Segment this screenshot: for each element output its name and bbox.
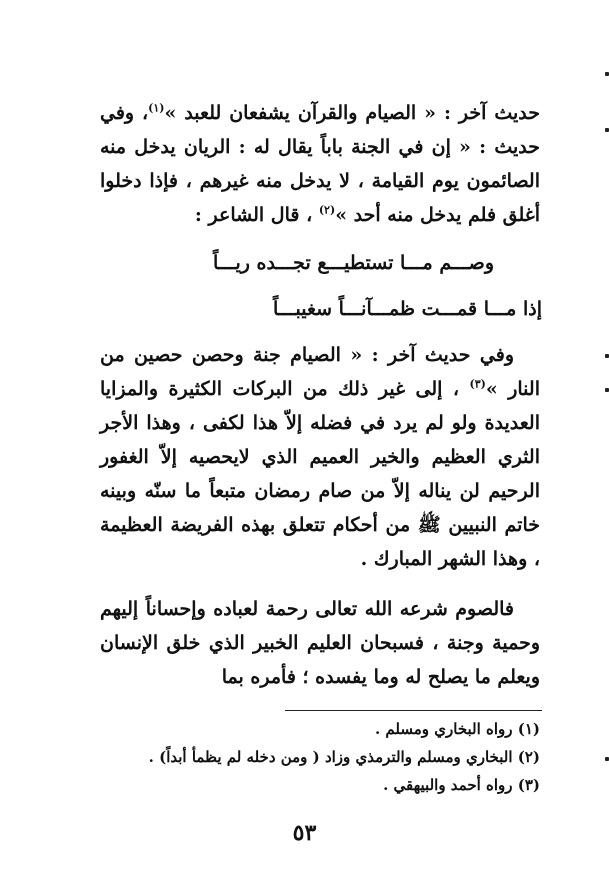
paragraph-3-text: فالصوم شرعه الله تعالى رحمة لعباده وإحساناً إليهم وحمية وجنة ، فسبحان العليم الخبير الذي خلق الإنسان ويعلم ما يصلح له وما يفسده ؛ فأمره بما (100, 598, 540, 688)
verse-line-2: إذا مـــا قمـــت ظمـــآنـــاً سغيبـــاً (273, 298, 542, 320)
edge-mark (605, 757, 609, 761)
footnote-divider (285, 710, 542, 711)
edge-mark (605, 388, 609, 392)
paragraph-1-text-b: ، وفي حديث : « إن في الجنة باباً يقال له : الريان يدخل منه الصائمون يوم القيامة ، لا يدخل منه غيرهم ، فإذا دخلوا أغلق فلم يدخل منه أحد » (100, 102, 540, 226)
paragraph-2-text-a: وفي حديث آخر : « الصيام جنة وحصن حصين من النار » (100, 344, 540, 400)
footnote-ref-1: (١) (148, 101, 165, 115)
footnote-2: (٢) البخاري ومسلم والترمذي وزاد ( ومن دخله لم يظمأ أبداً) . (148, 748, 540, 766)
page-number: ٥٣ (292, 820, 317, 846)
edge-mark (605, 128, 609, 132)
footnote-ref-3: (٣) (469, 377, 486, 391)
footnote-3: (٣) رواه أحمد والبيهقي . (383, 776, 540, 794)
footnotes (148, 715, 540, 799)
edge-mark (605, 354, 609, 358)
edge-mark (605, 72, 609, 76)
paragraph-1-text-a: حديث آخر : « الصيام والقرآن يشفعان للعبد » (164, 102, 540, 124)
verse-line-1: وصـــم مـــا تستطيـــع تجـــده ريـــاً (212, 252, 494, 274)
paragraph-1-text-c: ، قال الشاعر : (194, 204, 313, 226)
paragraph-2 (100, 338, 540, 576)
paragraph-2-text-b: ، إلى غير ذلك من البركات الكثيرة والمزايا العديدة ولو لم يرد في فضله إلاّ هذا لكفى ، وهذا الأجر الثري العظيم والخير العميم الذي لايحصيه إلاّ الغفور الرحيم لن يناله إلاّ من صام رمضان متبعاً ما سنّه وبينه خاتم النبيين ﷺ من أحكام تتعلق بهذه الفريضة العظيمة ، وهذا الشهر المبارك . (100, 378, 540, 570)
footnote-1: (١) رواه البخاري ومسلم . (374, 720, 540, 738)
paragraph-3 (100, 592, 540, 694)
footnote-ref-2: (٢) (318, 203, 336, 217)
paragraph-1 (100, 96, 540, 232)
